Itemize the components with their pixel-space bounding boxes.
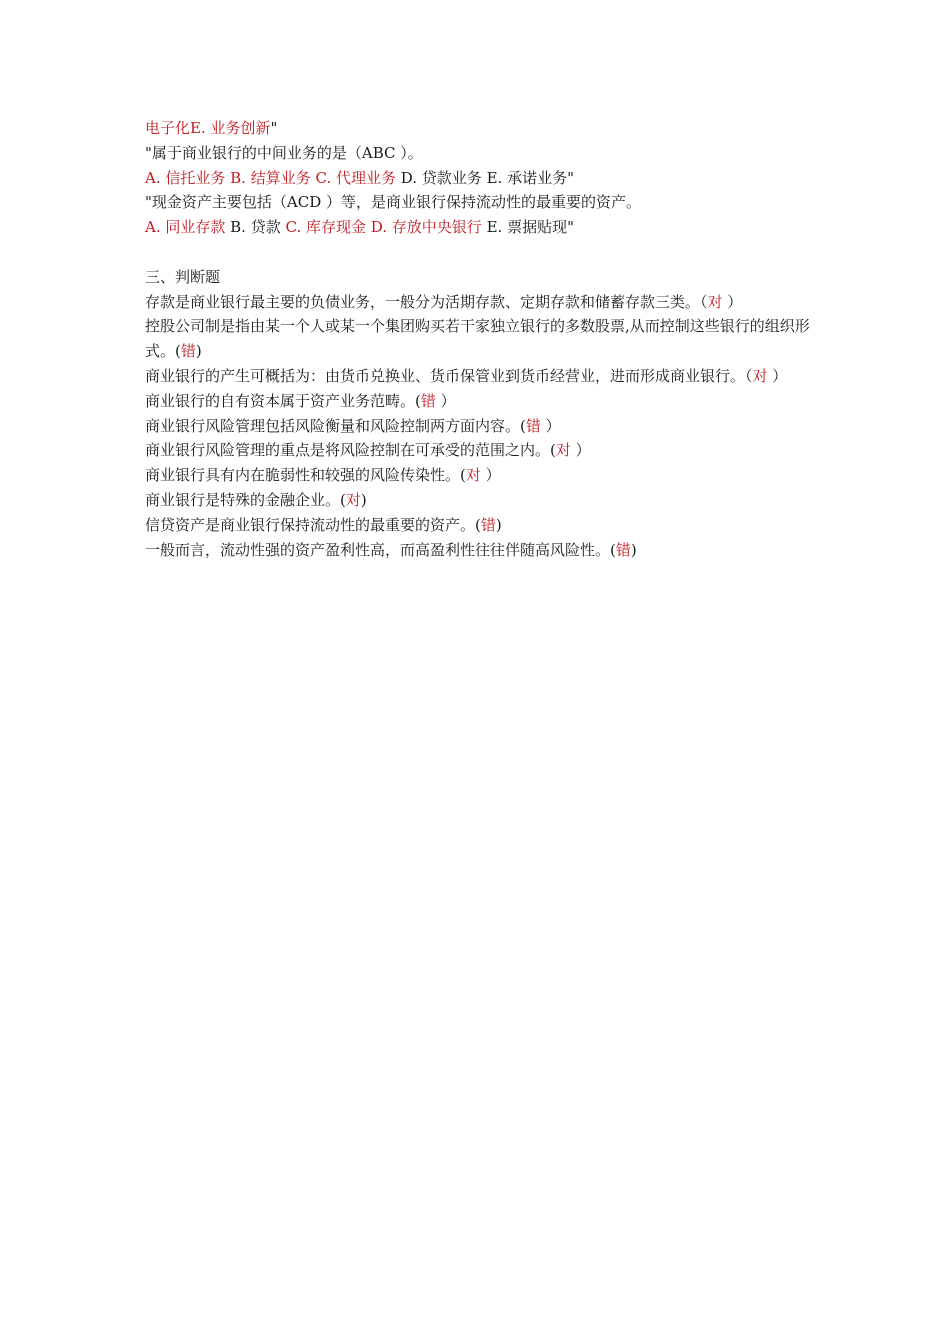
mc-option-tail-line bbox=[145, 116, 825, 141]
option-a: A. 同业存款 bbox=[145, 218, 226, 237]
judgement-item-3 bbox=[145, 364, 825, 389]
close-paren: ) bbox=[495, 515, 502, 534]
option-b: B. 贷款 bbox=[230, 218, 281, 237]
statement-text: 信贷资产是商业银行保持流动性的最重要的资产。( bbox=[145, 515, 481, 534]
statement-text: 商业银行风险管理的重点是将风险控制在可承受的范围之内。( bbox=[145, 441, 556, 460]
judgement-item-2 bbox=[145, 314, 825, 364]
close-paren: ） bbox=[540, 416, 561, 435]
option-c: C. 代理业务 bbox=[315, 168, 396, 187]
option-c: C. 库存现金 bbox=[285, 218, 366, 237]
question-cash-assets: "现金资产主要包括（ACD ）等，是商业银行保持流动性的最重要的资产。 bbox=[145, 193, 642, 212]
judgement-item-4 bbox=[145, 389, 825, 414]
close-paren: ) bbox=[195, 342, 202, 361]
judgement-item-8 bbox=[145, 488, 825, 513]
judgement-item-10 bbox=[145, 538, 825, 563]
statement-text: 一般而言，流动性强的资产盈利性高，而高盈利性往往伴随高风险性。( bbox=[145, 540, 616, 559]
answer-mark: 错 bbox=[420, 391, 436, 410]
judgement-item-7 bbox=[145, 463, 825, 488]
answer-mark: 错 bbox=[525, 416, 541, 435]
statement-text: 商业银行风险管理包括风险衡量和风险控制两方面内容。( bbox=[145, 416, 526, 435]
statement-text: 商业银行的自有资本属于资产业务范畴。( bbox=[145, 391, 421, 410]
judgement-item-5 bbox=[145, 414, 825, 439]
statement-text: 商业银行具有内在脆弱性和较强的风险传染性。( bbox=[145, 466, 466, 485]
close-paren: ) bbox=[360, 490, 367, 509]
answer-mark: 对 bbox=[555, 441, 571, 460]
option-e: E. 承诺业务" bbox=[486, 168, 574, 187]
statement-text: 存款是商业银行最主要的负债业务，一般分为活期存款、定期存款和储蓄存款三类。（ bbox=[145, 292, 708, 311]
section-heading-judgement: 三、判断题 bbox=[145, 267, 221, 286]
option-e: E. 票据贴现" bbox=[486, 218, 574, 237]
option-d: D. 存放中央银行 bbox=[370, 218, 482, 237]
statement-text: 商业银行是特殊的金融企业。( bbox=[145, 490, 346, 509]
close-paren: ） bbox=[767, 366, 788, 385]
question-intermediate-options bbox=[145, 166, 825, 191]
judgement-item-1 bbox=[145, 290, 825, 315]
question-intermediate-business: "属于商业银行的中间业务的是（ABC ）。 bbox=[145, 143, 423, 162]
statement-text: 商业银行的产生可概括为：由货币兑换业、货币保管业到货币经营业，进而形成商业银行。（ bbox=[145, 366, 753, 385]
spacer bbox=[145, 240, 825, 265]
answer-mark: 对 bbox=[345, 490, 361, 509]
question-cash-assets-options bbox=[145, 215, 825, 240]
answer-mark: 错 bbox=[480, 515, 496, 534]
answer-mark: 错 bbox=[180, 342, 196, 361]
option-a: A. 信托业务 bbox=[145, 168, 226, 187]
answer-mark: 错 bbox=[615, 540, 631, 559]
judgement-item-6 bbox=[145, 438, 825, 463]
close-paren: ） bbox=[722, 292, 743, 311]
option-d: D. 贷款业务 bbox=[400, 168, 482, 187]
close-paren: ） bbox=[480, 466, 501, 485]
answer-mark: 对 bbox=[752, 366, 768, 385]
close-paren: ) bbox=[630, 540, 637, 559]
option-b: B. 结算业务 bbox=[230, 168, 311, 187]
answer-mark: 对 bbox=[465, 466, 481, 485]
close-paren: ） bbox=[435, 391, 456, 410]
judgement-item-9 bbox=[145, 513, 825, 538]
statement-text: 控股公司制是指由某一个人或某一个集团购买若干家独立银行的多数股票,从而控制这些银行的组织形式。( bbox=[145, 317, 810, 361]
option-e: E. 业务创新 bbox=[190, 119, 271, 137]
document-page bbox=[145, 116, 825, 562]
close-paren: ） bbox=[570, 441, 591, 460]
option-d-tail: 电子化 bbox=[145, 119, 191, 137]
answer-mark: 对 bbox=[707, 292, 723, 311]
end-quote: " bbox=[270, 119, 278, 137]
